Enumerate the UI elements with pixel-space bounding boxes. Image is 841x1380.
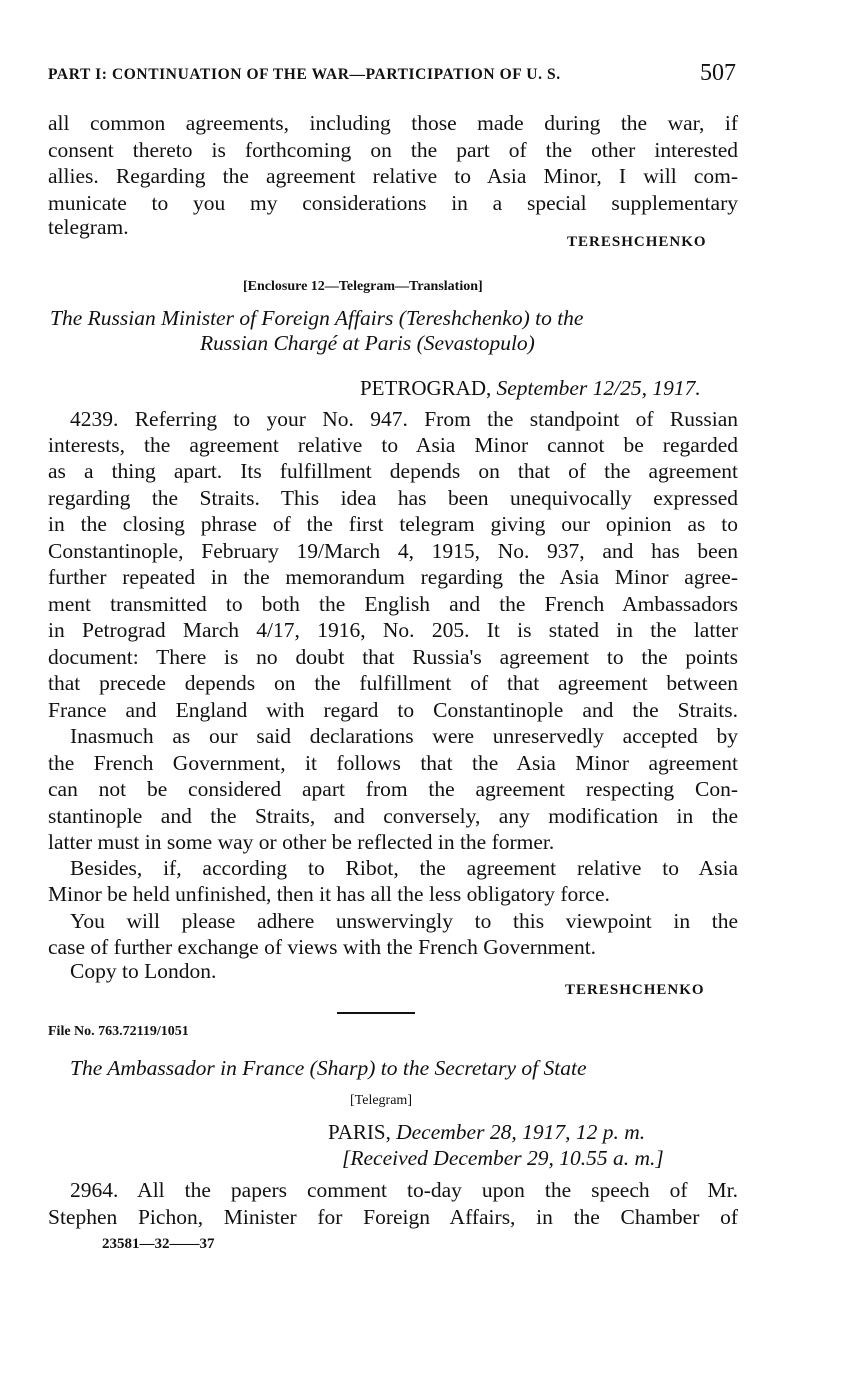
text-line: the French Government, it follows that the Asia Minor agreement: [48, 751, 738, 775]
enclosure-title-line1: The Russian Minister of Foreign Affairs (Tereshchenko) to the: [50, 306, 584, 330]
text-line: Copy to London.: [70, 959, 217, 983]
text-line: stantinople and the Straits, and conversely, any modification in the: [48, 804, 738, 828]
text-line: Besides, if, according to Ribot, the agreement relative to Asia: [70, 856, 738, 880]
text-line: latter must in some way or other be reflected in the former.: [48, 830, 555, 854]
text-line: Stephen Pichon, Minister for Foreign Affairs, in the Chamber of: [48, 1205, 738, 1229]
document-title: The Ambassador in France (Sharp) to the Secretary of State: [70, 1056, 587, 1080]
text-line: document: There is no doubt that Russia's agreement to the points: [48, 645, 738, 669]
text-line: as a thing apart. Its fulfillment depends on that of the agreement: [48, 459, 738, 483]
received-line: [Received December 29, 10.55 a. m.]: [342, 1146, 664, 1170]
text-line: You will please adhere unswervingly to this viewpoint in the: [70, 909, 738, 933]
dateline-place: PETROGRAD,: [360, 376, 492, 400]
enclosure-label: [Enclosure 12—Telegram—Translation]: [243, 279, 483, 294]
text-line: consent thereto is forthcoming on the part of the other interested: [48, 138, 738, 162]
page-number: 507: [700, 60, 736, 86]
text-line: France and England with regard to Constantinople and the Straits.: [48, 698, 738, 722]
text-line: regarding the Straits. This idea has been unequivocally expressed: [48, 486, 738, 510]
dateline-date: December 28, 1917, 12 p. m.: [396, 1120, 646, 1144]
section-divider: [337, 1012, 415, 1014]
text-line: can not be considered apart from the agreement respecting Con-: [48, 777, 738, 801]
text-line: in the closing phrase of the first telegram giving our opinion as to: [48, 512, 738, 536]
text-line: 2964. All the papers comment to-day upon the speech of Mr.: [70, 1178, 738, 1202]
text-line: in Petrograd March 4/17, 1916, No. 205. It is stated in the latter: [48, 618, 738, 642]
printer-signature-mark: 23581—32——37: [102, 1236, 215, 1252]
text-line: telegram.: [48, 215, 129, 239]
dateline: [328, 1120, 645, 1145]
text-line: Constantinople, February 19/March 4, 1915, No. 937, and has been: [48, 539, 738, 563]
telegram-label: [Telegram]: [350, 1093, 412, 1108]
text-line: Minor be held unfinished, then it has all the less obligatory force.: [48, 882, 610, 906]
signature: TERESHCHENKO: [565, 982, 705, 998]
dateline: [360, 376, 701, 401]
running-header: PART I: CONTINUATION OF THE WAR—PARTICIPATION OF U. S.: [48, 66, 561, 83]
text-line: that precede depends on the fulfillment of that agreement between: [48, 671, 738, 695]
text-line: case of further exchange of views with the French Government.: [48, 935, 597, 959]
text-line: municate to you my considerations in a special supplementary: [48, 191, 738, 215]
text-line: allies. Regarding the agreement relative to Asia Minor, I will com-: [48, 164, 738, 188]
text-line: 4239. Referring to your No. 947. From the standpoint of Russian: [70, 407, 738, 431]
dateline-place: PARIS,: [328, 1120, 391, 1144]
text-line: interests, the agreement relative to Asia Minor cannot be regarded: [48, 433, 738, 457]
text-line: ment transmitted to both the English and the French Ambassadors: [48, 592, 738, 616]
enclosure-title-line2: Russian Chargé at Paris (Sevastopulo): [200, 331, 535, 355]
file-number: File No. 763.72119/1051: [48, 1024, 189, 1039]
text-line: all common agreements, including those made during the war, if: [48, 111, 738, 135]
text-line: Inasmuch as our said declarations were unreservedly accepted by: [70, 724, 738, 748]
text-line: further repeated in the memorandum regarding the Asia Minor agree-: [48, 565, 738, 589]
signature: TERESHCHENKO: [567, 234, 707, 250]
dateline-date: September 12/25, 1917.: [496, 376, 701, 400]
